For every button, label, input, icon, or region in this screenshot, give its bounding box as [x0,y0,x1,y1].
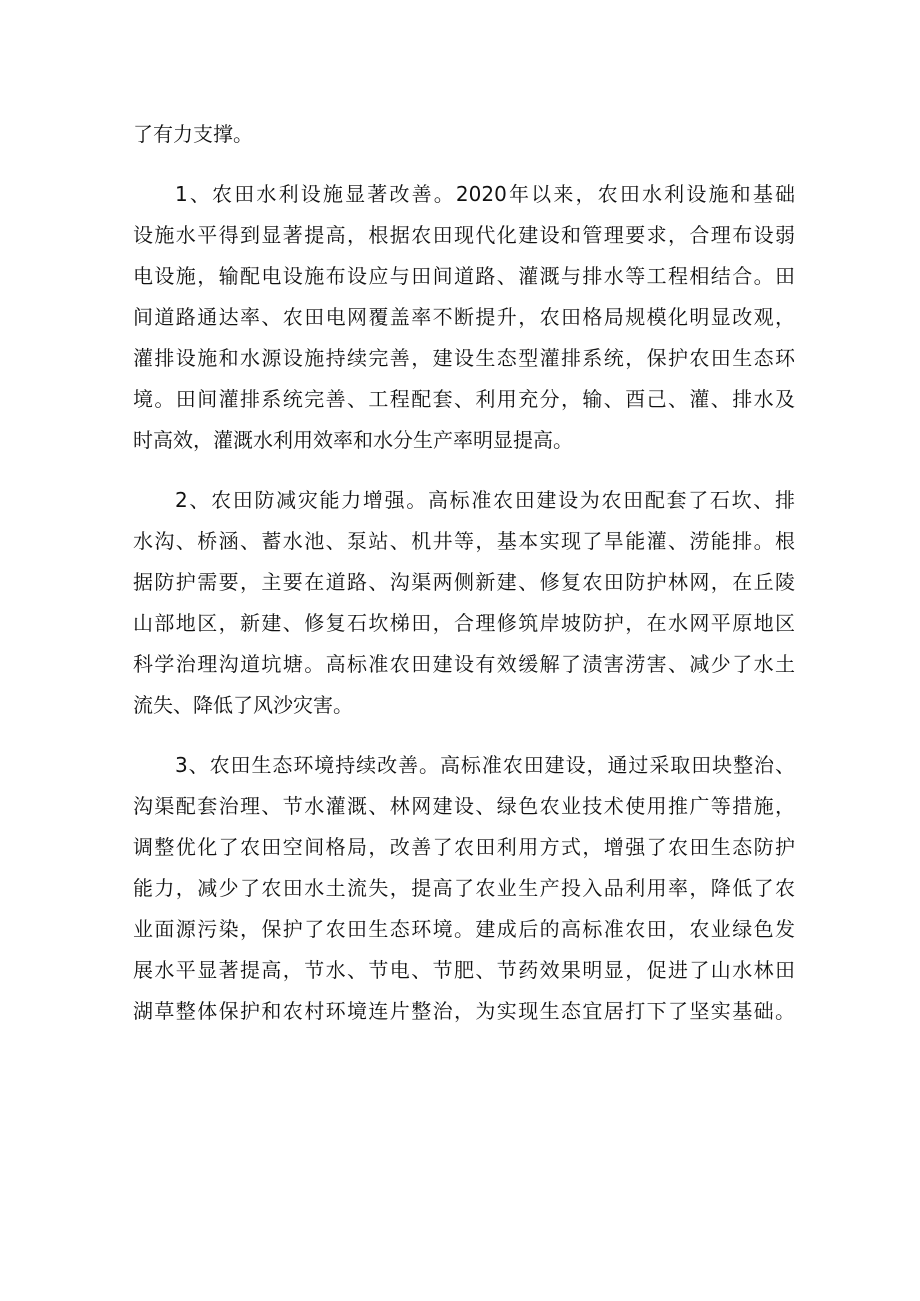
text-line: 设施水平得到显著提高，根据农田现代化建设和管理要求，合理布设弱 [133,223,795,247]
paragraph-ecological-environment [133,745,795,1032]
text-line: 业面源污染，保护了农田生态环境。建成后的高标准农田，农业绿色发 [133,917,795,941]
text-line: 山部地区，新建、修复石坎梯田，合理修筑岸坡防护，在水网平原地区 [133,611,795,635]
document-body [133,114,795,1051]
text-line: 1、农田水利设施显著改善。2020年以来，农田水利设施和基础 [175,182,795,206]
paragraph-water-facilities [133,174,795,461]
text-line: 间道路通达率、农田电网覆盖率不断提升，农田格局规模化明显改观， [133,305,795,329]
text-line: 调整优化了农田空间格局，改善了农田利用方式，增强了农田生态防护 [133,835,795,859]
paragraph-disaster-prevention [133,480,795,726]
text-line: 2、农田防减灾能力增强。高标准农田建设为农田配套了石坎、排 [175,488,795,512]
text-line: 了有力支撑。 [133,122,253,146]
intro-paragraph [133,114,795,155]
text-line: 灌排设施和水源设施持续完善，建设生态型灌排系统，保护农田生态环 [133,346,795,370]
text-line: 展水平显著提高，节水、节电、节肥、节药效果明显，促进了山水林田 [133,958,795,982]
text-line: 科学治理沟道坑塘。高标准农田建设有效缓解了渍害涝害、减少了水土 [133,652,795,676]
text-line: 据防护需要，主要在道路、沟渠两侧新建、修复农田防护林网，在丘陵 [133,570,795,594]
text-line: 境。田间灌排系统完善、工程配套、利用充分，输、酉己、灌、排水及 [133,387,795,411]
text-line: 湖草整体保护和农村环境连片整治，为实现生态宜居打下了坚实基础。 [133,999,795,1023]
text-line: 时高效，灌溉水利用效率和水分生产率明显提高。 [133,428,573,452]
text-line: 流失、降低了风沙灾害。 [133,693,353,717]
text-line: 能力，减少了农田水土流失，提高了农业生产投入品利用率，降低了农 [133,876,795,900]
text-line: 水沟、桥涵、蓄水池、泵站、机井等，基本实现了旱能灌、涝能排。根 [133,529,795,553]
text-line: 3、农田生态环境持续改善。高标准农田建设，通过采取田块整治、 [175,753,795,777]
text-line: 电设施，输配电设施布设应与田间道路、灌溉与排水等工程相结合。田 [133,264,795,288]
text-line: 沟渠配套治理、节水灌溉、林网建设、绿色农业技术使用推广等措施， [133,794,795,818]
